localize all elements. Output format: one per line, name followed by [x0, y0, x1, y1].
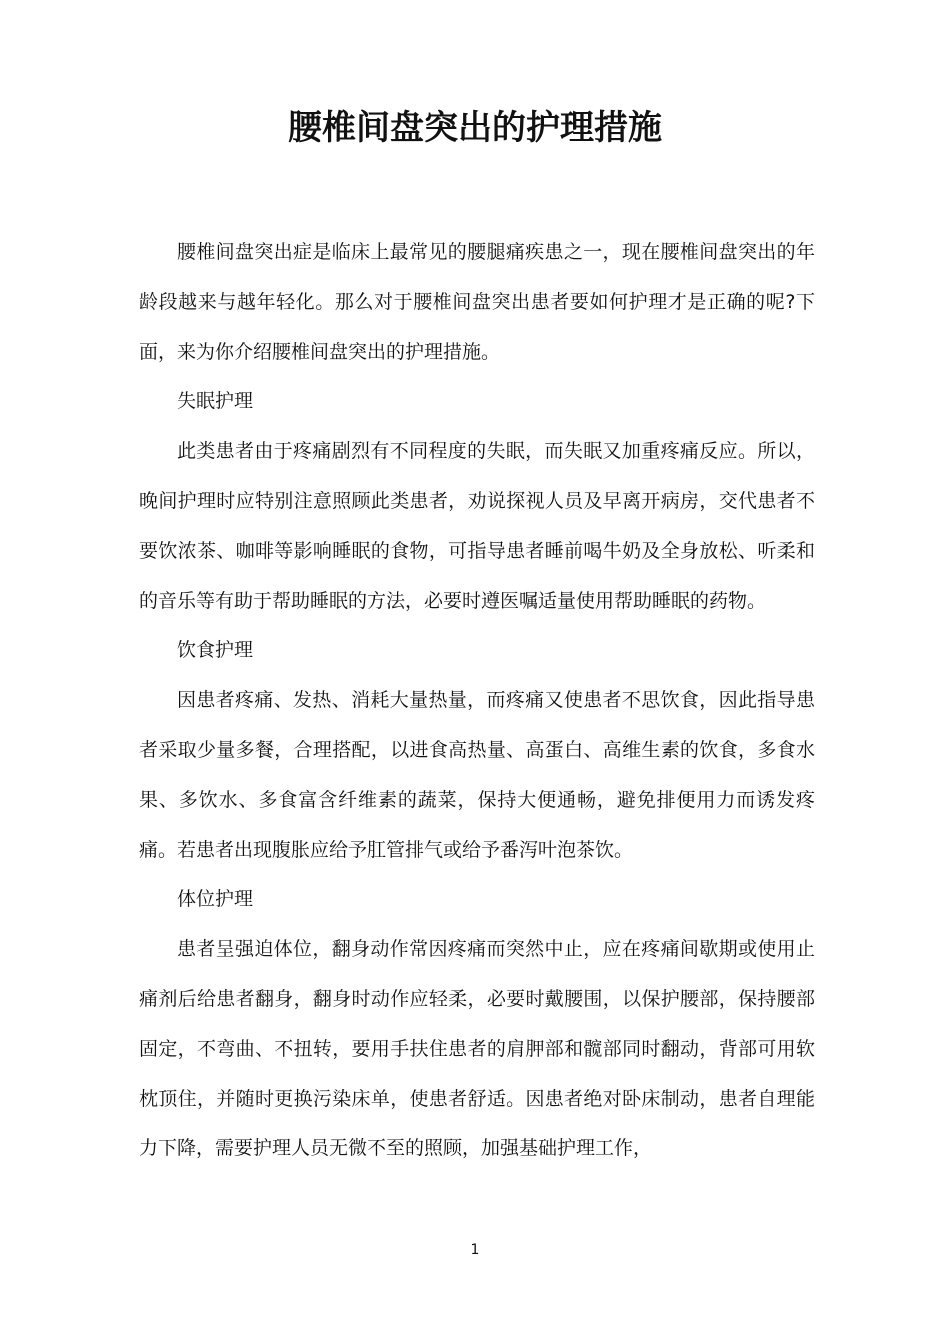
intro-paragraph: 腰椎间盘突出症是临床上最常见的腰腿痛疾患之一，现在腰椎间盘突出的年龄段越来与越年轻化。那么对于腰椎间盘突出患者要如何护理才是正确的呢?下面，来为你介绍腰椎间盘突出的护理措施。	[139, 241, 815, 363]
section-text-posture: 患者呈强迫体位，翻身动作常因疼痛而突然中止，应在疼痛间歇期或使用止痛剂后给患者翻身，翻身时动作应轻柔，必要时戴腰围，以保护腰部，保持腰部固定，不弯曲、不扭转，要用手扶住患者的肩胛部和髋部同时翻动，背部可用软枕顶住，并随时更换污染床单，使患者舒适。因患者绝对卧床制动，患者自理能力下降，需要护理人员无微不至的照顾，加强基础护理工作，	[139, 938, 815, 1160]
section-text-insomnia: 此类患者由于疼痛剧烈有不同程度的失眠，而失眠又加重疼痛反应。所以，晚间护理时应特别注意照顾此类患者，劝说探视人员及早离开病房，交代患者不要饮浓茶、咖啡等影响睡眠的食物，可指导患者睡前喝牛奶及全身放松、听柔和的音乐等有助于帮助睡眠的方法，必要时遵医嘱适量使用帮助睡眠的药物。	[139, 440, 815, 612]
section-heading-diet: 饮食护理	[177, 639, 254, 662]
section-heading-posture: 体位护理	[177, 888, 254, 911]
document-body	[139, 228, 815, 1174]
document-title: 腰椎间盘突出的护理措施	[288, 108, 662, 148]
section-text-diet: 因患者疼痛、发热、消耗大量热量，而疼痛又使患者不思饮食，因此指导患者采取少量多餐，合理搭配，以进食高热量、高蛋白、高维生素的饮食，多食水果、多饮水、多食富含纤维素的蔬菜，保持大便通畅，避免排便用力而诱发疼痛。若患者出现腹胀应给予肛管排气或给予番泻叶泡茶饮。	[139, 689, 815, 861]
section-heading-insomnia: 失眠护理	[177, 390, 254, 413]
page-number: 1	[470, 1242, 480, 1258]
